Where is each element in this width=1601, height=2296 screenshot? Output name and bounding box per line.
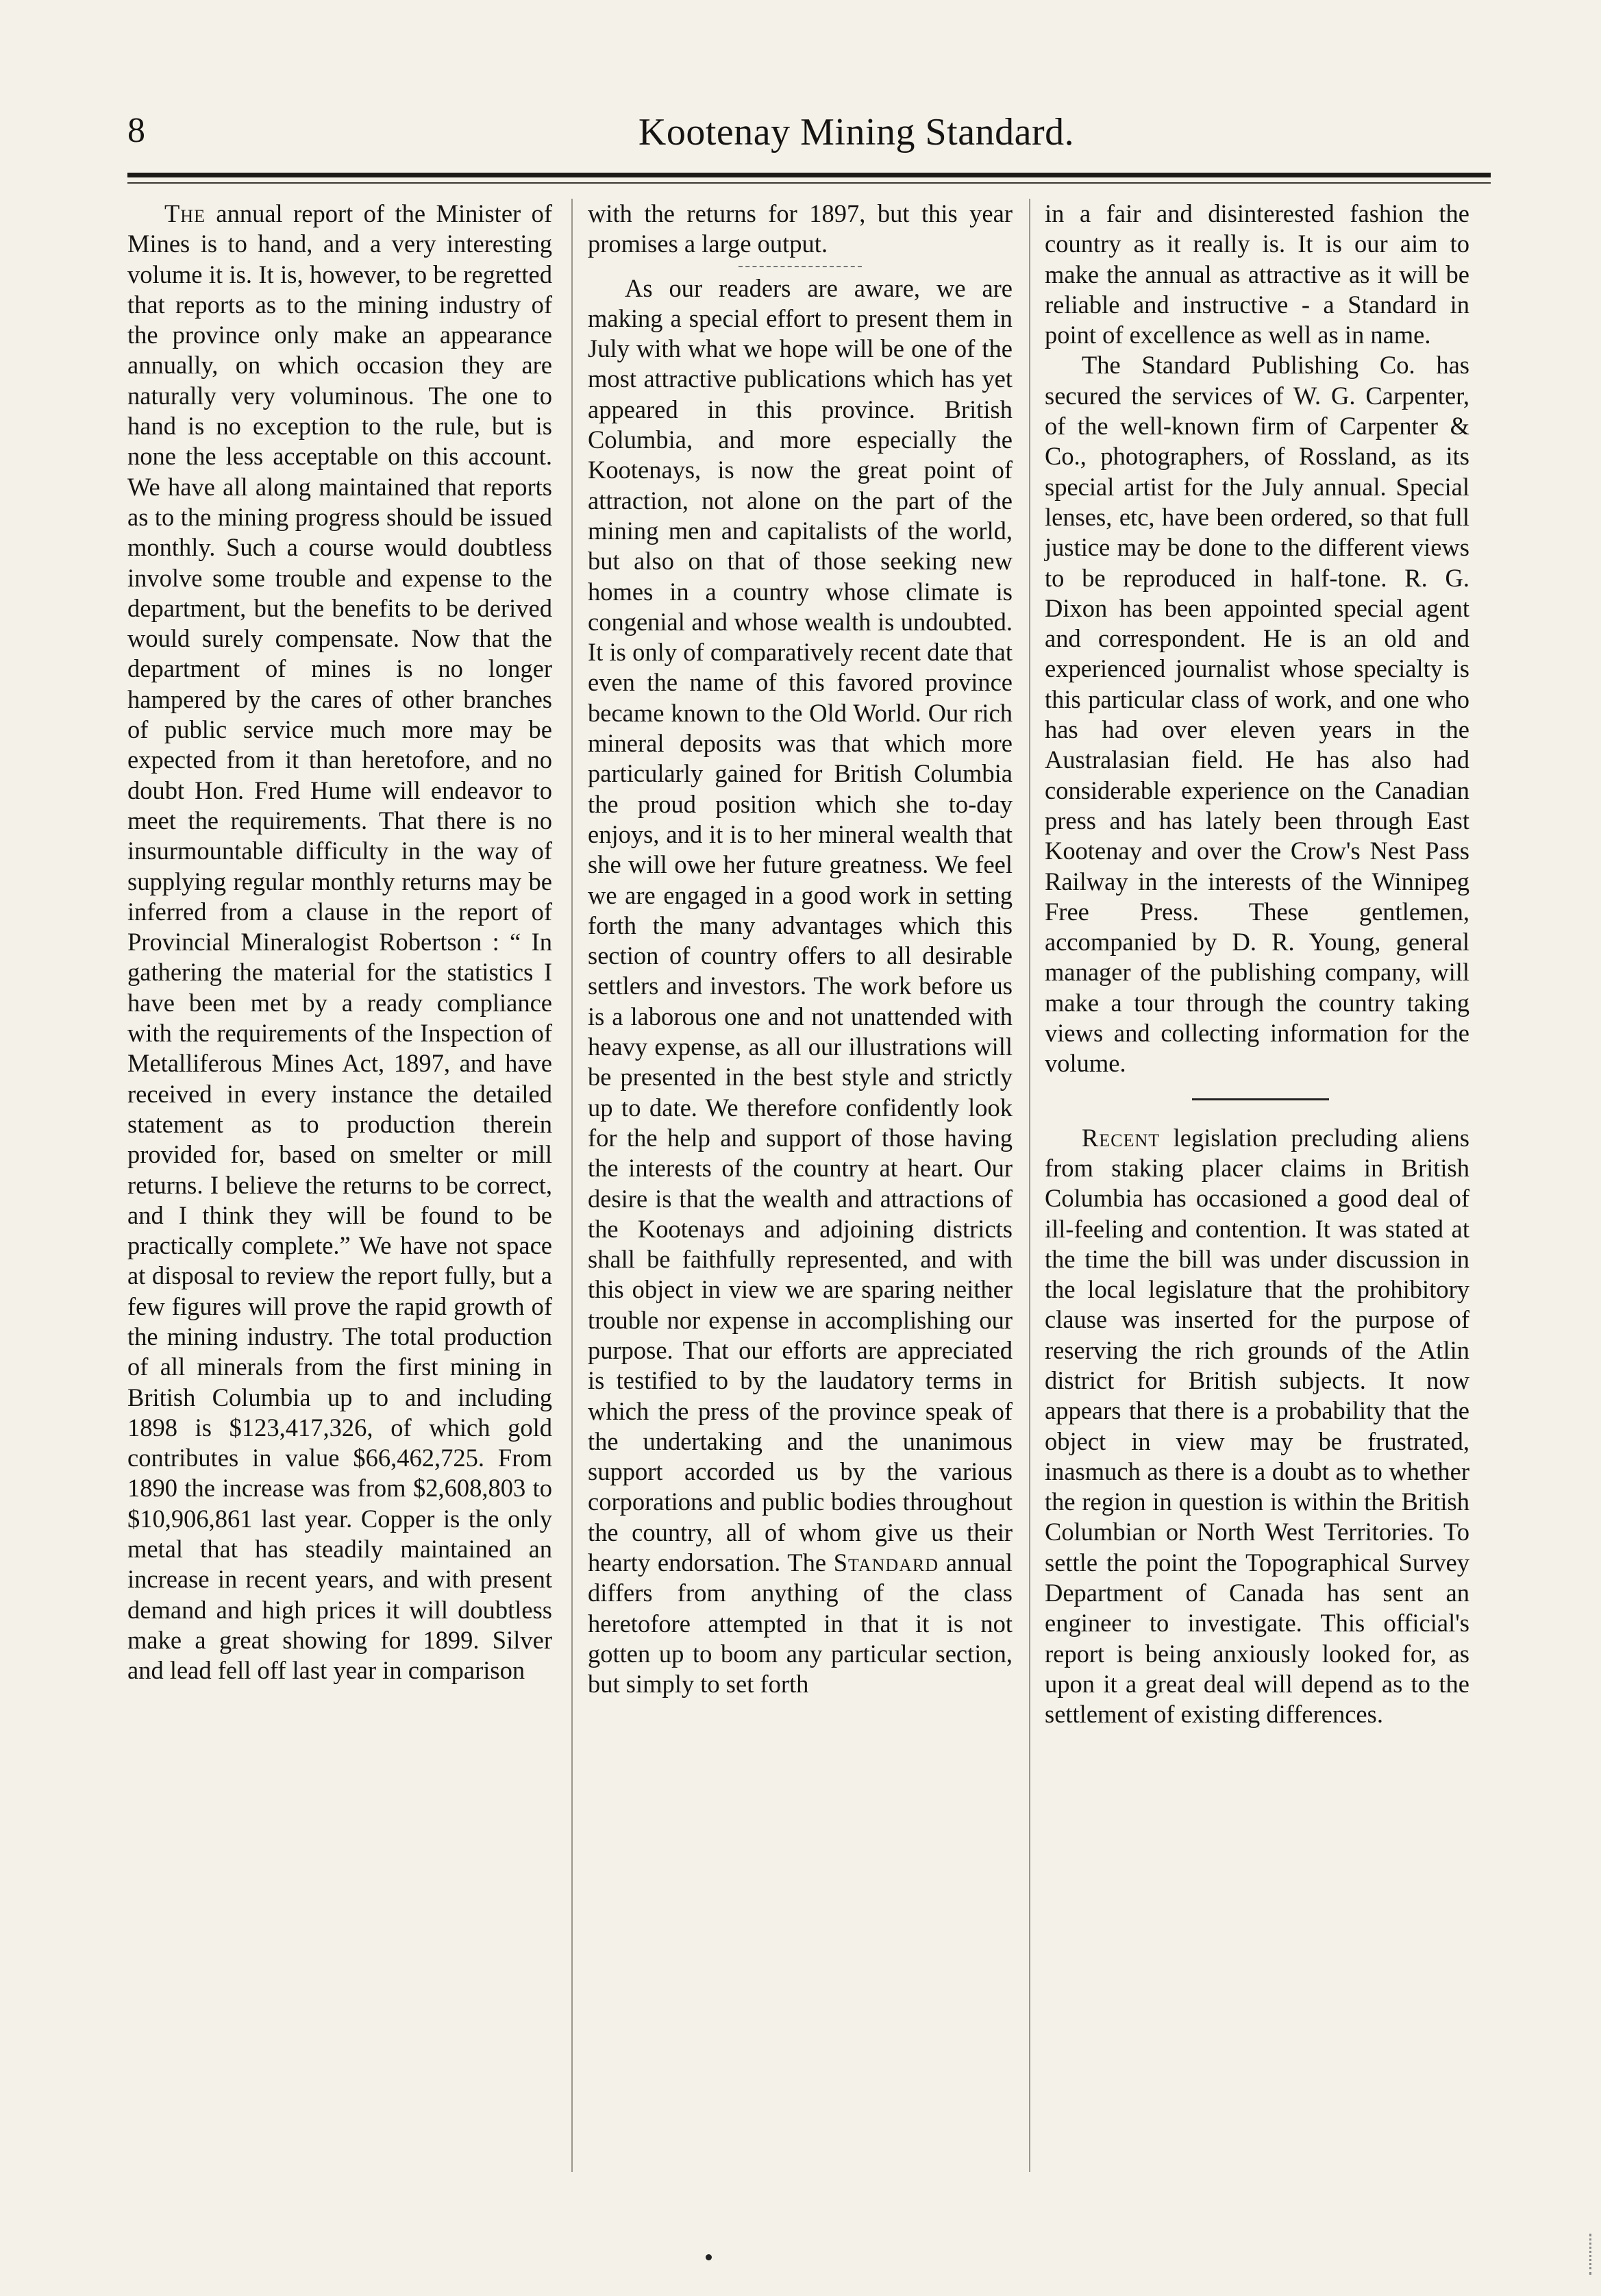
article-minister-report [127, 199, 552, 1686]
print-dot [706, 2254, 712, 2260]
lead-word: The [164, 199, 206, 227]
column-2 [588, 199, 1013, 1700]
article-publishing-co: The Standard Publishing Co. has secured the services of W. G. Carpenter, of the well-known firm of Carpenter & Co., photographers, of Rossland, as its special artist for the July annual. Special lenses, etc, have been ordered, so that full justice may be done to the different views to be reproduced in half-tone. R. G. Dixon has been appointed special agent and correspondent. He is an old and experienced journalist whose specialty is this particular class of work, and one who has had over eleven years in the Australasian field. He has also had considerable experience on the Canadian press and has lately been through East Kootenay and over the Crow's Nest Pass Railway in the interests of the Winnipeg Free Press. These gentlemen, accompanied by D. R. Young, general manager of the publishing company, will make a tour through the country taking views and collecting information for the volume. [1045, 351, 1469, 1078]
header-rule-thick [127, 173, 1491, 177]
lead-word: Recent [1082, 1123, 1161, 1152]
section-divider-dashed [588, 260, 1013, 273]
section-divider-rule [1045, 1079, 1469, 1123]
continued-text: with the returns for 1897, but this year promises a large output. [588, 199, 1013, 258]
article-july-annual [588, 273, 1013, 1700]
masthead-title: Kootenay Mining Standard. [638, 111, 1075, 153]
column-1 [127, 199, 552, 1686]
page-number: 8 [127, 111, 145, 150]
paragraph-text: annual report of the Minister of Mines is to hand, and a very interesting volume it is. It is, however, to be regretted that reports as to the mining industry of the province only make an appearance annually, on which occasion they are naturally very voluminous. The one to hand is no exception to the rule, but is none the less acceptable on this account. We have all along maintained that reports as to the mining progress should be issued monthly. Such a course would doubtless involve some trouble and expense to the department, but the benefits to be derived would surely compensate. Now that the department of mines is no longer hampered by the cares of other branches of public service much more may be expected from it than heretofore, and no doubt Hon. Fred Hume will endeavor to meet the requirements. That there is no insurmountable difficulty in the way of supplying regular monthly returns may be inferred from a clause in the report of Provincial Mineralogist Robertson : “ In gathering the material for the statistics I have been met by a ready compliance with the requirements of the Inspection of Metalliferous Mines Act, 1897, and have received in every instance the detailed statement as to production therein provided for, based on smelter or mill returns. I believe the returns to be correct, and I think they will be found to be practically complete.” We have not space at disposal to review the report fully, but a few figures will prove the rapid growth of the mining industry. The total production of all minerals from the first mining in British Columbia up to and including 1898 is $123,417,326, of which gold contributes in value $66,462,725. From 1890 the increase was from $2,608,803 to $10,906,861 last year. Copper is the only metal that has steadily maintained an increase in recent years, and with present demand and high prices it will doubtless make a great showing for 1899. Silver and lead fell off last year in comparison [127, 199, 553, 1685]
paragraph-text: legislation precluding aliens from staking placer claims in British Columbia has occasioned a good deal of ill-feeling and contention. It was stated at the time the bill was under discussion in the local legislature that the prohibitory clause was inserted for the purpose of reserving the rich grounds of the Atlin district for British subjects. It now appears that there is a probability that the object in view may be frustrated, inasmuch as there is a doubt as to whether the region in question is within the British Columbian or North West Territories. To settle the point the Topographical Survey Department of Canada has sent an engineer to investigate. This official's report is being anxiously looked for, as upon it a great deal will depend as to the settlement of existing differences. [1045, 1123, 1469, 1729]
page-edge-mark [1589, 2234, 1593, 2275]
standard-small-caps: Standard [833, 1548, 939, 1577]
column-separator [571, 199, 573, 2172]
continued-text: in a fair and disinterested fashion the country as it really is. It is our aim to make the annual as attractive as it will be reliable and instructive - a Standard in point of excellence as well as in name. [1045, 199, 1469, 349]
paragraph-text: annual differs from anything of the class heretofore attempted in that it is not gotten up to boom any particular section, but simply to set forth [588, 1548, 1013, 1699]
paragraph-text: As our readers are aware, we are making a special effort to present them in July with what we hope will be one of the most attractive publications which has yet appeared in this province. British Columbia, and more especially the Kootenays, is now the great point of attraction, not alone on the part of the mining men and capitalists of the world, but also on that of those seeking new homes in a country whose climate is congenial and whose wealth is undoubted. It is only of comparatively recent date that even the name of this favored province became known to the Old World. Our rich mineral deposits was that which more particularly gained for British Columbia the proud position which she to-day enjoys, and it is to her mineral wealth that she will owe her future greatness. We feel we are engaged in a good work in setting forth the many advantages which this section of country offers to all desirable settlers and investors. The work before us is a laborous one and not unattended with heavy expense, as all our illustrations will be presented in the best style and strictly up to date. We therefore confidently look for the help and support of those having the interests of the country at heart. Our desire is that the wealth and attractions of the Kootenays and adjoining districts shall be faithfully represented, and with this object in view we are sparing neither trouble nor expense in accomplishing our purpose. That our efforts are appreciated is testified to by the laudatory terms in which the press of the province speak of the undertaking and the unanimous support accorded us by the various corporations and public bodies throughout the country, all of whom give us their hearty endorsation. The [588, 273, 1013, 1577]
article-recent-legislation [1045, 1123, 1469, 1730]
column-3 [1045, 199, 1469, 1730]
column-separator [1029, 199, 1030, 2172]
header-rule-thin [127, 182, 1491, 184]
